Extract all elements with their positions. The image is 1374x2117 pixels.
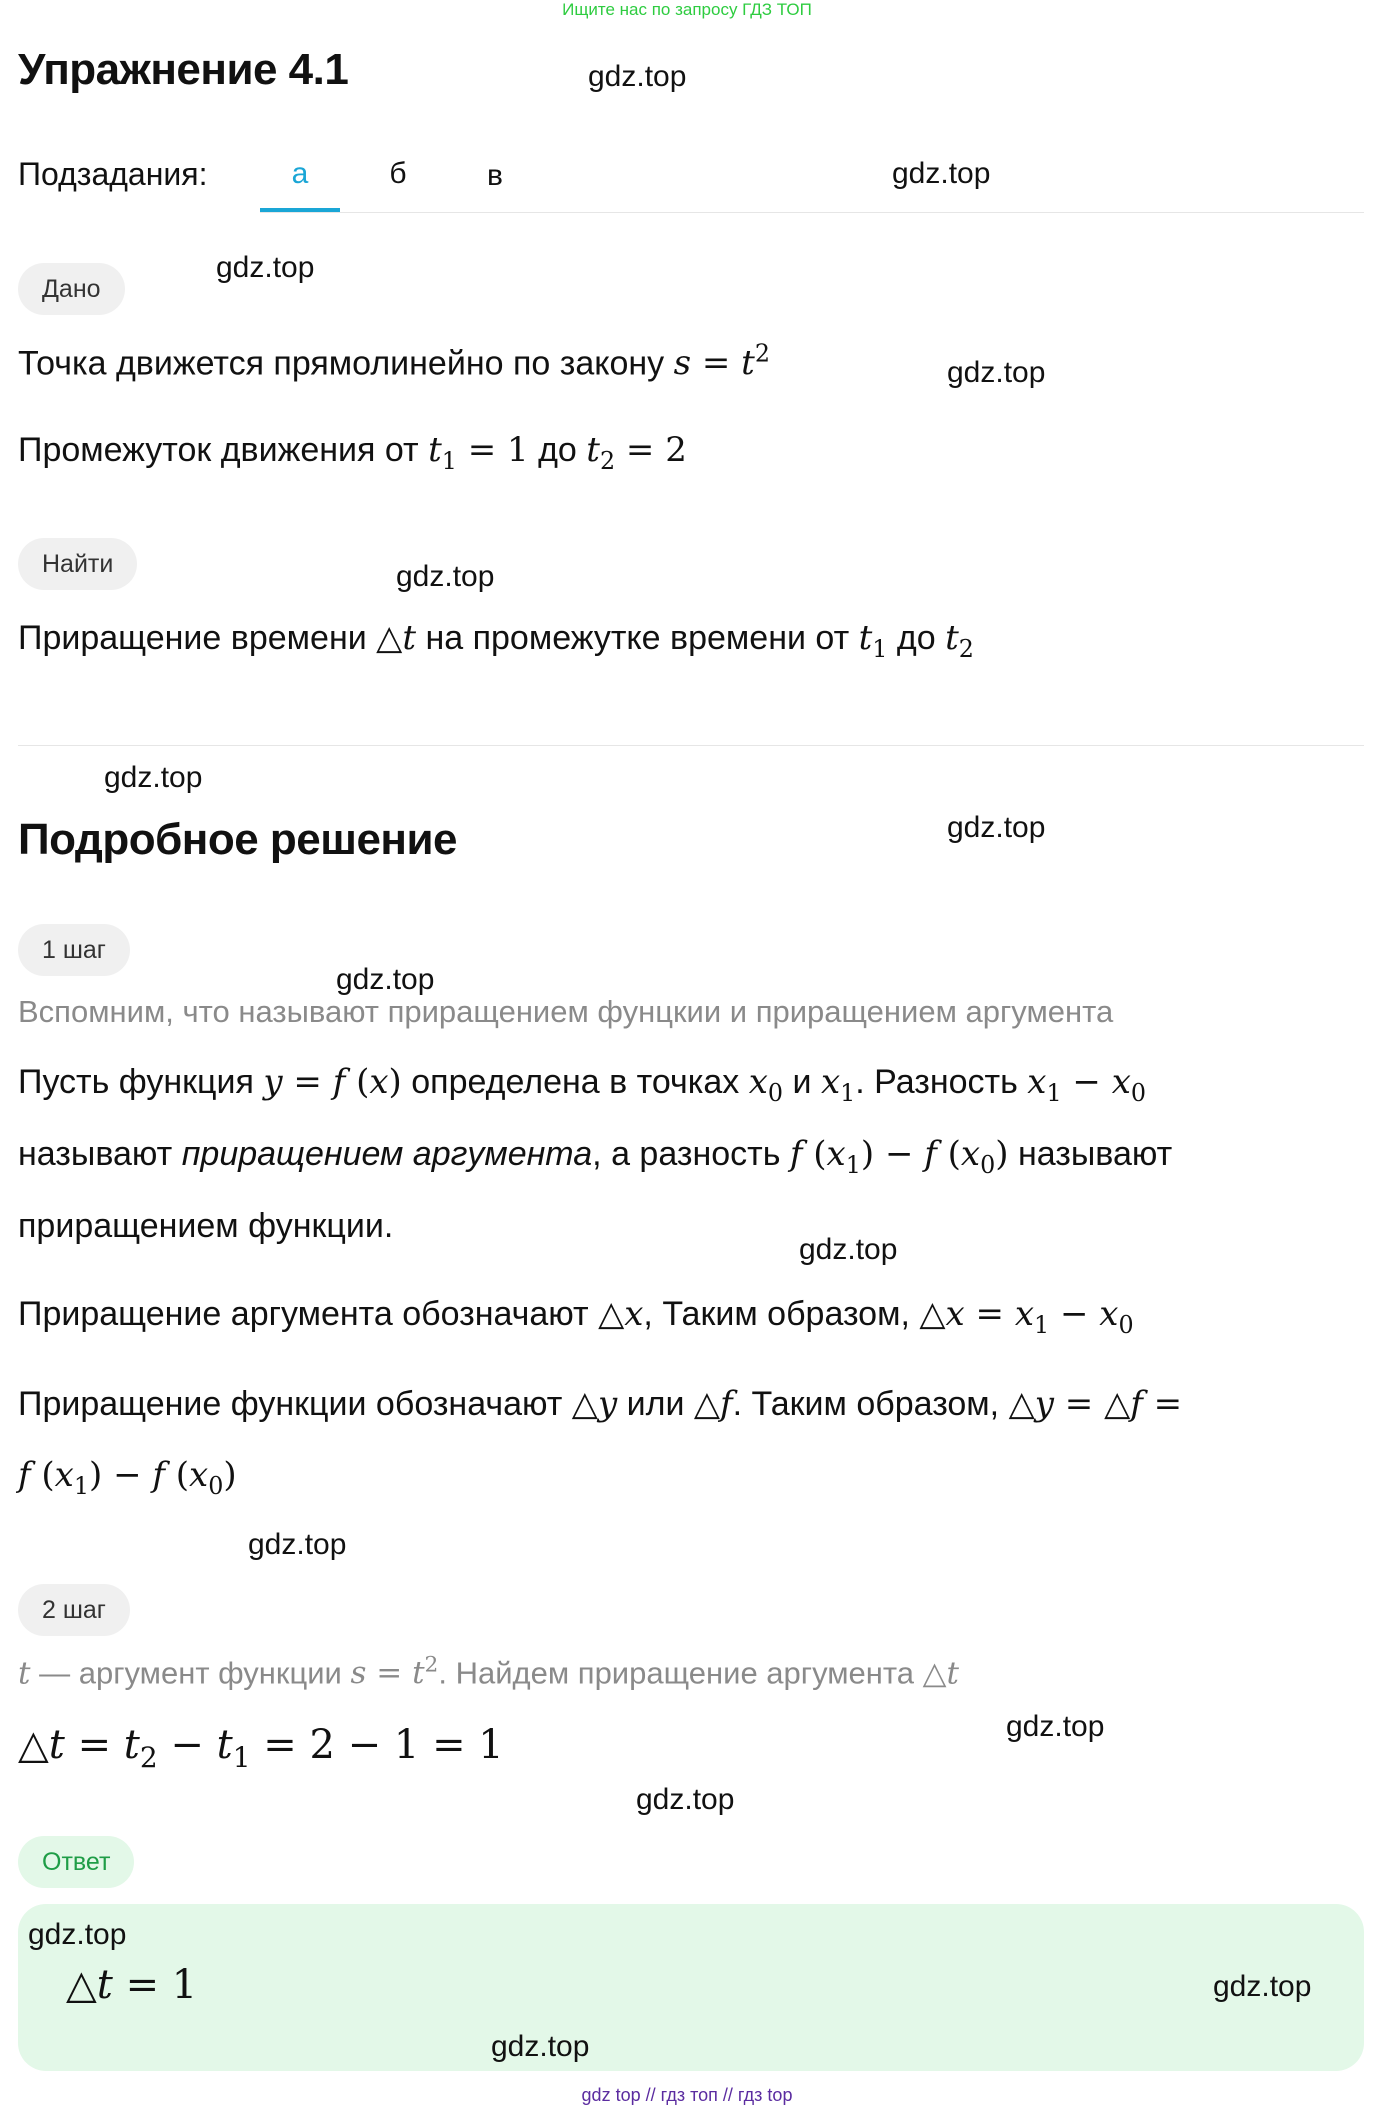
given-line-1 — [18, 340, 770, 383]
p1-text-c: и — [792, 1063, 812, 1101]
step-1-badge: 1 шаг — [18, 924, 130, 976]
page-title: Упражнение 4.1 — [18, 45, 349, 94]
formula-delta-y-equals-delta-f: △y = △f = — [1008, 1384, 1183, 1424]
answer-box — [18, 1904, 1364, 2071]
watermark: gdz.top — [1213, 1970, 1312, 2003]
formula-x1-minus-x0: $x_1 - x_0$ — [1027, 1062, 1147, 1107]
footer: gdz top // гдз топ // гдз top — [581, 2085, 793, 2105]
find-badge: Найти — [18, 538, 137, 590]
find-text-c: до — [896, 619, 936, 657]
formula-f-x1-minus-f-x0: f $(x_1) - f$ $(x_0)$ — [789, 1134, 1009, 1179]
given-line-1-text: Точка движется прямолинейно по закону — [18, 344, 665, 383]
step-2-hint-b: . Найдем приращение аргумента — [438, 1655, 915, 1691]
top-banner: Ищите нас по запросу ГДЗ ТОП — [562, 0, 812, 19]
formula-x1: $x_1$ — [820, 1062, 856, 1107]
p2-text-a: называют — [18, 1135, 173, 1173]
watermark: gdz.top — [947, 811, 1046, 844]
formula-delta-x-equals: △x = $x_1 - x_0$ — [919, 1294, 1134, 1339]
formula-delta-f: △f — [693, 1384, 733, 1424]
find-line — [18, 618, 974, 663]
watermark: gdz.top — [588, 60, 687, 93]
section-divider — [18, 745, 1364, 746]
watermark: gdz.top — [104, 761, 203, 794]
p1-text-b: определена в точках — [411, 1063, 740, 1101]
answer-badge: Ответ — [18, 1836, 134, 1888]
given-line-2-text-a: Промежуток движения от — [18, 431, 419, 469]
tab-v[interactable]: в — [487, 159, 503, 192]
step-1-paragraph-5 — [18, 1384, 1182, 1424]
formula-delta-y: △y — [571, 1384, 618, 1424]
p2-text-c: , а разность — [592, 1135, 781, 1173]
step-1-paragraph-4 — [18, 1294, 1134, 1339]
step-1-hint: Вспомним, что называют приращением фунцкии и приращением аргумента — [18, 994, 1114, 1029]
p5-text-a: Приращение функции обозначают — [18, 1385, 563, 1423]
subtasks-label: Подзадания: — [18, 156, 208, 192]
watermark: gdz.top — [892, 157, 991, 190]
formula-s-equals-t-squared-2: $s = t^2$ — [350, 1653, 439, 1692]
watermark: gdz.top — [636, 1783, 735, 1816]
find-text-b: на промежутке времени от — [425, 619, 850, 657]
tabs-divider — [260, 212, 1364, 213]
given-line-2-text-b: до — [538, 431, 577, 469]
solution-title: Подробное решение — [18, 815, 458, 864]
p5-text-c: . Таким образом, — [732, 1385, 1000, 1423]
watermark: gdz.top — [491, 2030, 590, 2063]
p2-text-d: называют — [1017, 1135, 1173, 1173]
p1-text-d: . Разность — [855, 1063, 1018, 1101]
step-2-badge: 2 шаг — [18, 1584, 130, 1636]
watermark: gdz.top — [28, 1918, 127, 1951]
formula-f-x1-minus-f-x0-line: f $(x_1) - f$ $(x_0)$ — [18, 1455, 237, 1500]
formula-t2: $t_2$ — [945, 618, 974, 663]
step-1-paragraph-1 — [18, 1062, 1146, 1107]
formula-delta-t-hint: △t — [922, 1655, 959, 1692]
p4-text-a: Приращение аргумента обозначают — [18, 1295, 589, 1333]
formula-t1: $t_1$ — [858, 618, 888, 663]
watermark: gdz.top — [216, 251, 315, 284]
formula-t: t — [18, 1655, 31, 1692]
formula-t1-equals-1: $t_1 = 1$ — [428, 430, 529, 475]
step-2-hint — [18, 1653, 959, 1691]
p1-text-a: Пусть функция — [18, 1063, 254, 1101]
answer-formula: △t = 1 — [66, 1962, 198, 2008]
given-line-2 — [18, 430, 687, 475]
watermark: gdz.top — [799, 1233, 898, 1266]
step-1-paragraph-3: приращением функции. — [18, 1207, 394, 1245]
p5-text-b: или — [626, 1385, 685, 1423]
watermark: gdz.top — [1006, 1710, 1105, 1743]
p2-italic-term: приращением аргумента — [181, 1135, 593, 1173]
step-2-hint-a: — аргумент функции — [39, 1655, 342, 1691]
formula-x0: $x_0$ — [748, 1062, 784, 1107]
watermark: gdz.top — [947, 356, 1046, 389]
formula-s-equals-t-squared: $s = t^2$ — [673, 340, 770, 384]
p4-text-b: , Таким образом, — [643, 1295, 910, 1333]
tab-b[interactable]: б — [389, 157, 407, 190]
watermark: gdz.top — [248, 1528, 347, 1561]
step-1-paragraph-2 — [18, 1134, 1172, 1179]
formula-t2-equals-2: $t_2 = 2$ — [586, 430, 687, 475]
tab-a[interactable]: а — [291, 157, 309, 190]
formula-y-equals-f-x: y = f (x) — [263, 1062, 402, 1102]
formula-delta-x: △x — [598, 1294, 644, 1334]
find-text-a: Приращение времени — [18, 619, 367, 657]
formula-delta-t-calculation: △t = $t_2 - t_1 = 2 - 1 = 1$ — [18, 1722, 504, 1774]
watermark: gdz.top — [396, 560, 495, 593]
formula-delta-t: △t — [376, 618, 416, 658]
watermark: gdz.top — [336, 963, 435, 996]
given-badge: Дано — [18, 263, 125, 315]
